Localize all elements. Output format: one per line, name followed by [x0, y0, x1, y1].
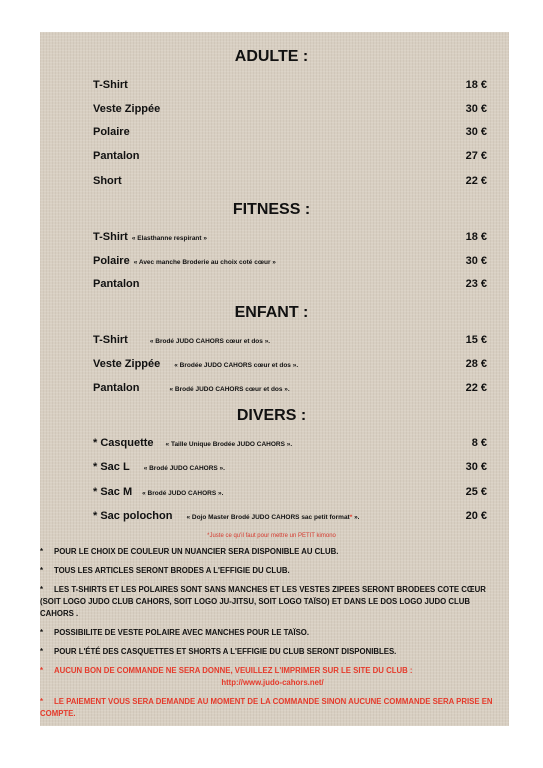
item-price: 20 €: [465, 510, 487, 522]
item-price: 30 €: [465, 126, 487, 138]
list-item: [93, 382, 487, 398]
note-item: * AUCUN BON DE COMMANDE NE SERA DONNE, VEUILLEZ L'IMPRIMER SUR LE SITE DU CLUB : http://www.judo-cahors.net/: [40, 665, 505, 689]
item-price: 18 €: [465, 79, 487, 91]
item-note: « Brodé JUDO CAHORS ».: [143, 465, 225, 472]
item-name: T-Shirt: [93, 334, 128, 346]
item-price: 22 €: [465, 175, 487, 187]
item-note: « Brodé JUDO CAHORS cœur et dos ».: [149, 338, 271, 345]
section-title-divers: DIVERS :: [236, 407, 307, 424]
item-note: « Avec manche Broderie au choix coté cœur »: [133, 259, 276, 266]
club-website-link[interactable]: http://www.judo-cahors.net/: [221, 678, 324, 687]
list-item: [93, 126, 487, 142]
note-item: * POUR L'ÉTÉ DES CASQUETTES ET SHORTS A L'EFFIGIE DU CLUB SERONT DISPONIBLES.: [40, 647, 397, 656]
item-name: Polaire: [93, 126, 130, 138]
item-note-end: ».: [352, 514, 360, 521]
item-name: * Sac L: [93, 461, 130, 473]
item-name: Veste Zippée: [93, 103, 161, 115]
item-note: « Brodée JUDO CAHORS cœur et dos ».: [174, 362, 299, 369]
sac-polochon-footnote: *Juste ce qu'il faut pour mettre un PETIT kimono: [207, 533, 336, 539]
list-item: [93, 103, 487, 119]
note-text: TOUS LES ARTICLES SERONT BRODES A L'EFFIGIE DU CLUB.: [54, 566, 290, 575]
section-title-adulte: ADULTE :: [234, 48, 309, 65]
note-item: * LES T-SHIRTS ET LES POLAIRES SONT SANS MANCHES ET LES VESTES ZIPEES SERONT BRODEES COTE CŒUR (SOIT LOGO JUDO CLUB CAHORS, SOIT LOGO JU-JITSU, SOIT LOGO TAÏSO) ET DANS LE DOS LOGO JUDO CLUB CAHORS .: [40, 585, 486, 618]
list-item: [93, 510, 487, 526]
note-text: POUR LE CHOIX DE COULEUR UN NUANCIER SERA DISPONIBLE AU CLUB.: [54, 547, 339, 556]
list-item: [93, 358, 487, 374]
item-name: * Casquette: [93, 437, 154, 449]
item-price: 30 €: [465, 255, 487, 267]
item-name: Polaire: [93, 255, 130, 267]
item-name: Pantalon: [93, 382, 140, 394]
item-price: 30 €: [465, 461, 487, 473]
list-item: [93, 150, 487, 166]
item-price: 15 €: [465, 334, 487, 346]
item-name: * Sac polochon: [93, 510, 173, 522]
item-name: T-Shirt: [93, 231, 128, 243]
item-name: Short: [93, 175, 122, 187]
item-price: 23 €: [465, 278, 487, 290]
item-note: « Taille Unique Brodée JUDO CAHORS ».: [165, 441, 293, 448]
item-price: 18 €: [465, 231, 487, 243]
list-item: [93, 255, 487, 271]
list-item: [93, 461, 487, 477]
list-item: [93, 79, 487, 95]
item-price: 27 €: [465, 150, 487, 162]
note-text: POSSIBILITE DE VESTE POLAIRE AVEC MANCHES POUR LE TAÏSO.: [54, 628, 310, 637]
note-text: LE PAIEMENT VOUS SERA DEMANDE AU MOMENT DE LA COMMANDE SINON AUCUNE COMMANDE SERA PRISE EN COMPTE.: [40, 697, 493, 718]
item-note: « Brodé JUDO CAHORS cœur et dos ».: [169, 386, 290, 393]
item-name: T-Shirt: [93, 79, 128, 91]
note-item: * POUR LE CHOIX DE COULEUR UN NUANCIER SERA DISPONIBLE AU CLUB.: [40, 547, 339, 556]
section-title-enfant: ENFANT :: [234, 304, 309, 321]
item-price: 30 €: [465, 103, 487, 115]
note-text: AUCUN BON DE COMMANDE NE SERA DONNE, VEUILLEZ L'IMPRIMER SUR LE SITE DU CLUB :: [54, 666, 413, 675]
item-name: * Sac M: [93, 486, 133, 498]
item-price: 25 €: [465, 486, 487, 498]
note-text: POUR L'ÉTÉ DES CASQUETTES ET SHORTS A L'EFFIGIE DU CLUB SERONT DISPONIBLES.: [54, 647, 397, 656]
list-item: [93, 486, 487, 502]
item-name: Veste Zippée: [93, 358, 161, 370]
item-note: « Brodé JUDO CAHORS ».: [142, 490, 224, 497]
note-item: * LE PAIEMENT VOUS SERA DEMANDE AU MOMENT DE LA COMMANDE SINON AUCUNE COMMANDE SERA PRISE EN COMPTE.: [40, 697, 493, 718]
list-item: [93, 175, 487, 191]
list-item: [93, 334, 487, 350]
item-name: Pantalon: [93, 150, 140, 162]
item-price: 8 €: [471, 437, 487, 449]
list-item: [93, 231, 487, 247]
list-item: [93, 437, 487, 453]
list-item: [93, 278, 487, 294]
note-asterisk: *: [349, 514, 353, 521]
item-price: 28 €: [465, 358, 487, 370]
item-note: « Dojo Master Brodé JUDO CAHORS sac petit format: [186, 514, 350, 521]
note-item: * POSSIBILITE DE VESTE POLAIRE AVEC MANCHES POUR LE TAÏSO.: [40, 628, 310, 637]
note-text: LES T-SHIRTS ET LES POLAIRES SONT SANS MANCHES ET LES VESTES ZIPEES SERONT BRODEES COTE CŒUR (SOIT LOGO JUDO CLUB CAHORS, SOIT LOGO JU-JITSU, SOIT LOGO TAÏSO) ET DANS LE DOS LOGO JUDO CLUB CAHORS .: [40, 585, 486, 618]
item-price: 22 €: [465, 382, 487, 394]
item-name: Pantalon: [93, 278, 140, 290]
item-note: « Elasthanne respirant »: [131, 235, 207, 242]
note-item: * TOUS LES ARTICLES SERONT BRODES A L'EFFIGIE DU CLUB.: [40, 566, 290, 575]
section-title-fitness: FITNESS :: [232, 201, 311, 218]
notes-list: [40, 546, 505, 727]
